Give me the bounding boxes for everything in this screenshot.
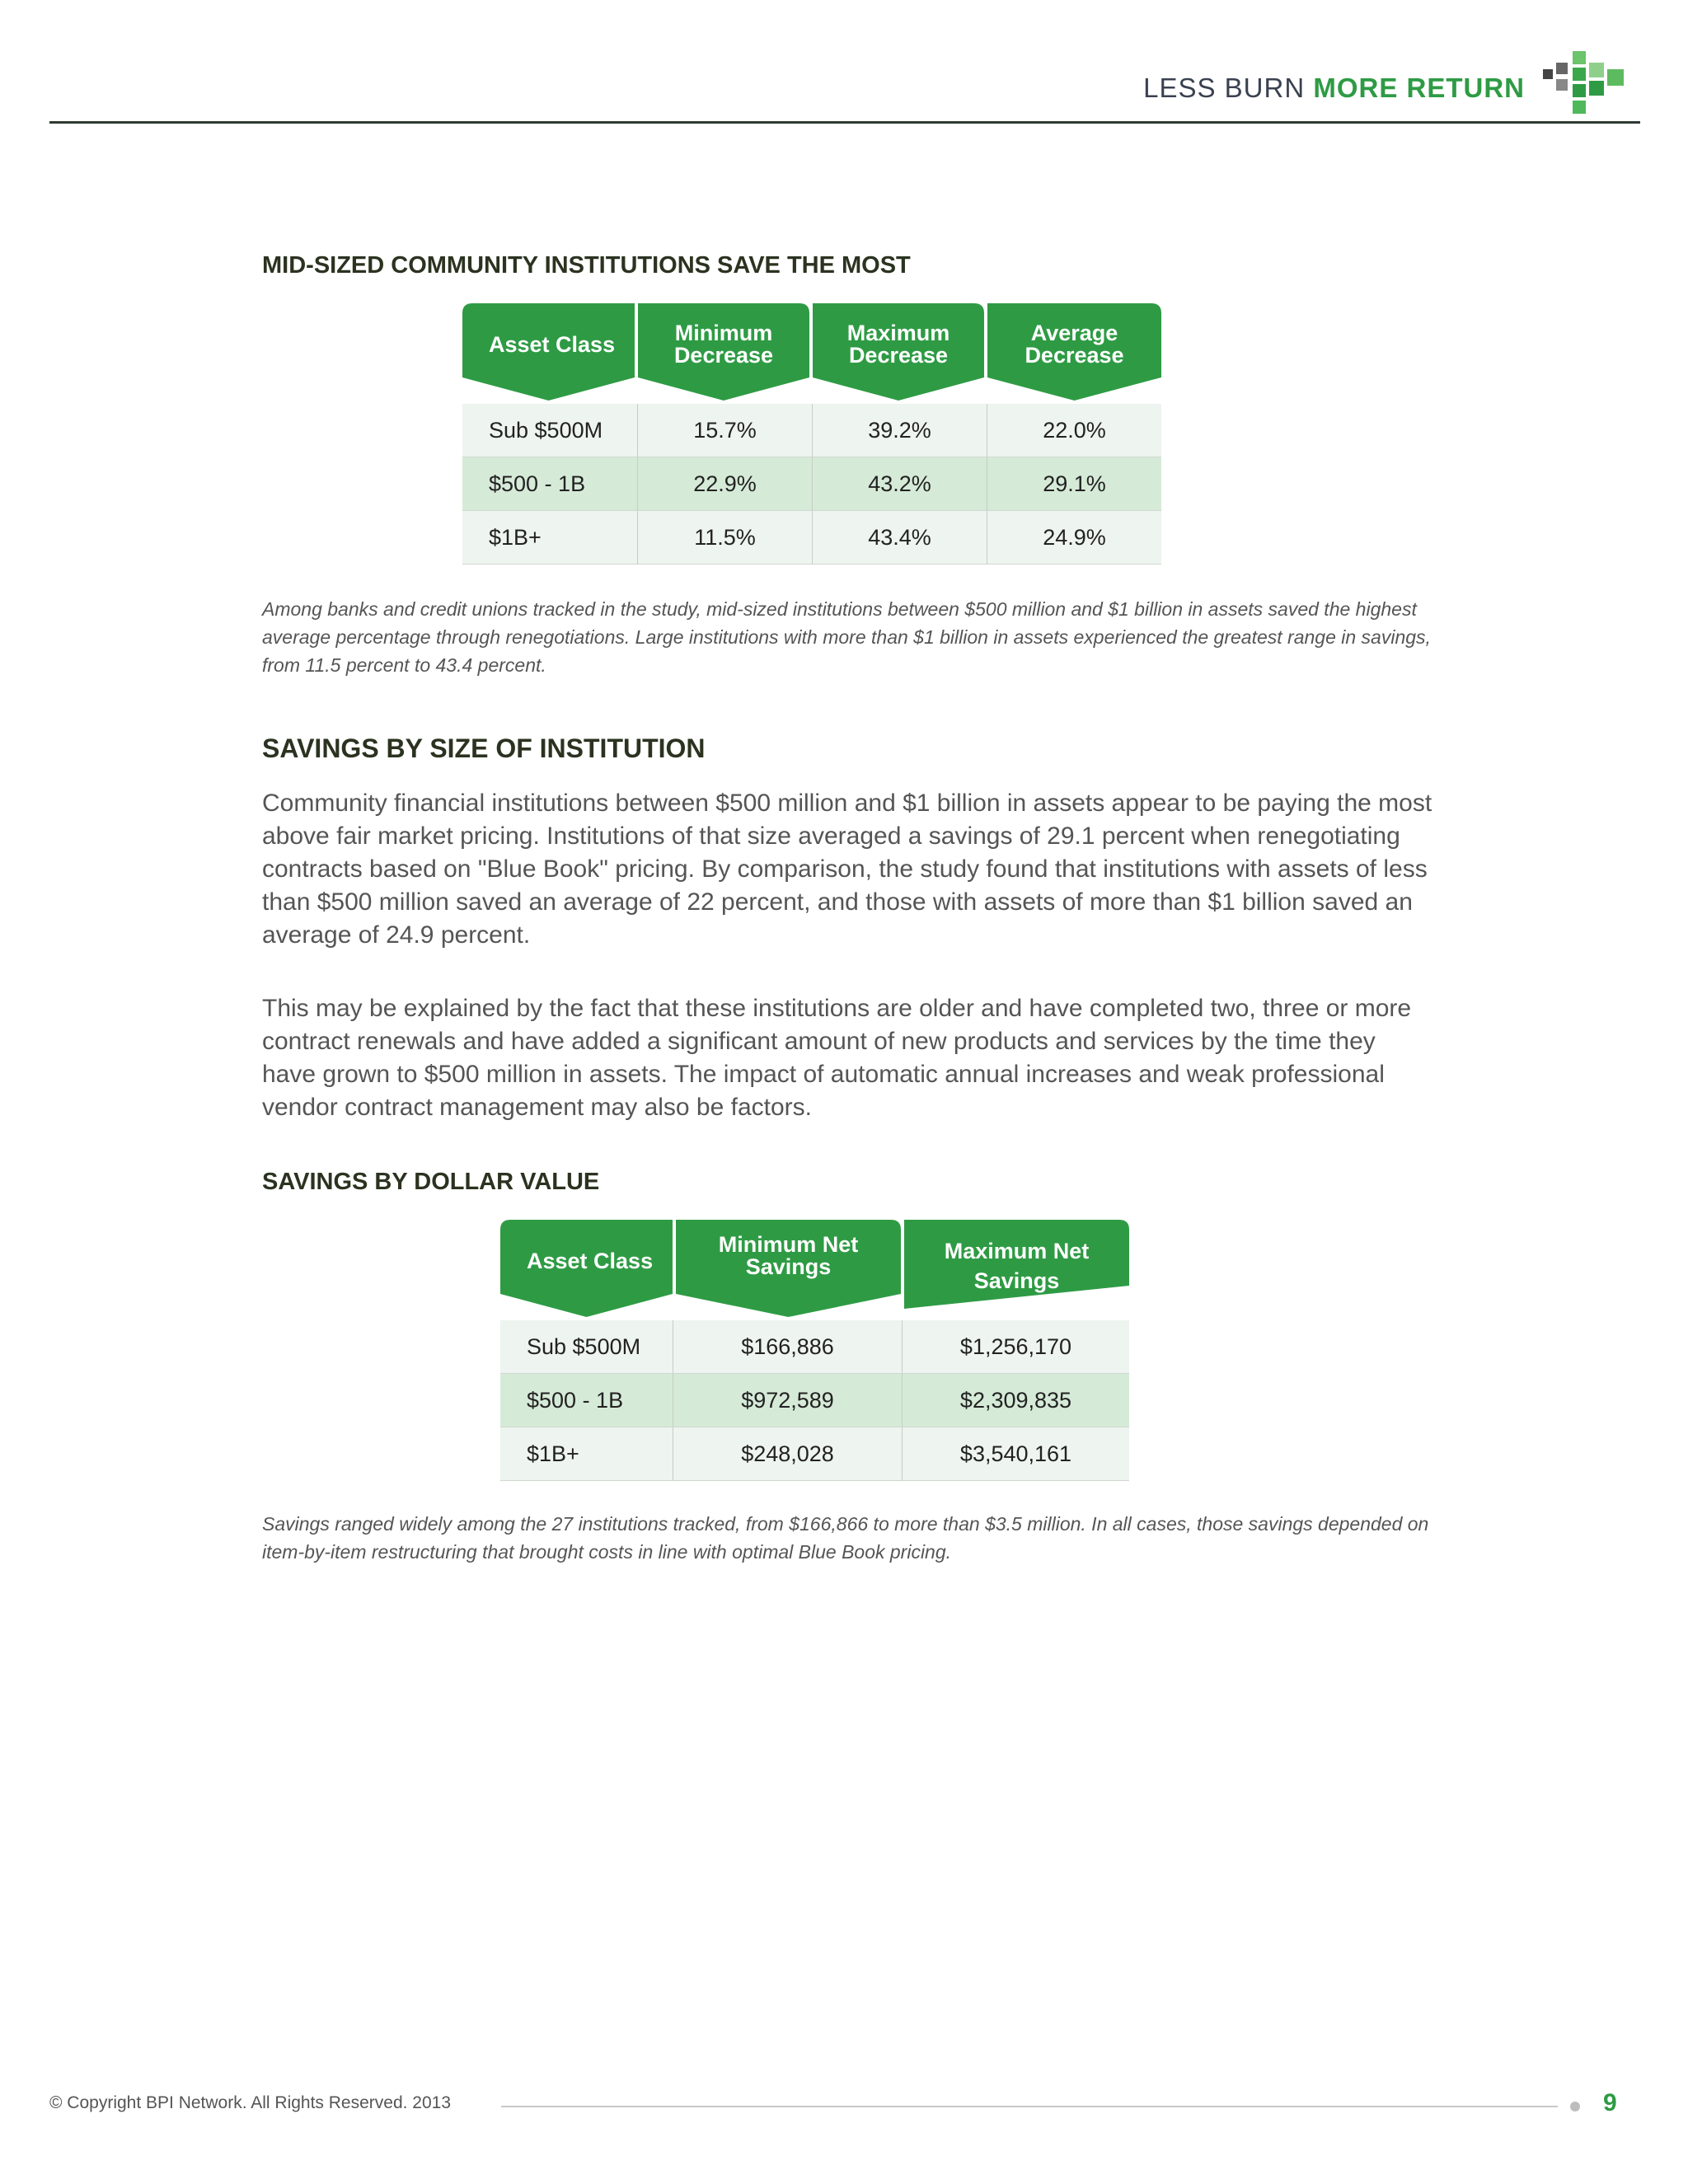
table-cell: $1,256,170	[959, 1334, 1072, 1359]
net-savings-table	[500, 1220, 1129, 1483]
header-label: Asset Class	[489, 331, 616, 357]
header-label: Maximum Net	[944, 1239, 1090, 1263]
table-cell: $248,028	[673, 1427, 903, 1480]
footer-rule	[501, 2106, 1558, 2107]
table-row	[462, 511, 1161, 565]
header-label: Decrease	[673, 343, 774, 368]
table-cell: 39.2%	[813, 404, 987, 457]
section-title-mid-sized: MID-SIZED COMMUNITY INSTITUTIONS SAVE THE MOST	[262, 252, 911, 279]
header-rule	[49, 121, 1640, 124]
table-header-asset-class	[500, 1220, 673, 1317]
section-title-dollar-value: SAVINGS BY DOLLAR VALUE	[262, 1169, 600, 1195]
footer-dot-icon	[1570, 2102, 1580, 2111]
header-label: Maximum	[846, 321, 950, 345]
caption-net-savings-table: Savings ranged widely among the 27 institutions tracked, from $166,866 to more than $3.5 million. In all cases, those savings depended on item-by-item restructuring that brought costs in line with optimal Blue Book pricing.	[262, 1513, 1429, 1563]
table-cell: 22.0%	[1043, 418, 1106, 443]
table-row	[500, 1427, 1129, 1481]
brand-plain: LESS BURN	[1143, 73, 1306, 103]
header-label: Decrease	[1025, 343, 1124, 368]
page-number: 9	[1603, 2089, 1617, 2116]
section-title-size-of-institution: SAVINGS BY SIZE OF INSTITUTION	[262, 733, 706, 763]
table-header-minimum-decrease	[638, 303, 809, 401]
table-cell: Sub $500M	[500, 1320, 673, 1373]
table-header-average-decrease	[987, 303, 1161, 401]
table-cell: $500 - 1B	[500, 1374, 673, 1427]
table-cell: 29.1%	[1043, 471, 1106, 496]
table-header-minimum-net-savings	[676, 1220, 901, 1317]
header-label: Minimum	[674, 321, 773, 345]
header-label: Savings	[973, 1268, 1060, 1293]
table-cell: $2,309,835	[959, 1388, 1072, 1413]
table-cell: $3,540,161	[959, 1441, 1072, 1466]
table-row	[500, 1374, 1129, 1427]
header-label: Minimum Net	[718, 1232, 859, 1257]
table-cell: $500 - 1B	[462, 457, 638, 510]
header-label: Savings	[745, 1254, 832, 1279]
table-row	[500, 1320, 1129, 1374]
logo-icon	[1543, 51, 1642, 119]
brand-accent: MORE RETURN	[1313, 73, 1525, 103]
table-row	[462, 457, 1161, 511]
body-paragraph-2: This may be explained by the fact that these institutions are older and have completed two, three or more contract renewals and have added a significant amount of new products and services by the time they have grown to $500 million in assets. The impact of automatic annual increases and weak professional vendor contract management may also be factors.	[262, 995, 1412, 1121]
header-label: Decrease	[848, 343, 949, 368]
table-cell: 43.2%	[813, 457, 987, 510]
header-brand	[1143, 73, 1525, 104]
table-header-maximum-decrease	[813, 303, 984, 401]
table-cell: $1B+	[462, 511, 638, 564]
table-header-maximum-net-savings	[904, 1220, 1129, 1317]
table-cell: 22.9%	[638, 457, 813, 510]
header-label: Asset Class	[527, 1248, 654, 1273]
caption-decrease-table: Among banks and credit unions tracked in the study, mid-sized institutions between $500 million and $1 billion in assets saved the highest average percentage through renegotiations. Large institutions with more than $1 billion in assets experienced the greatest range in savings, from 11.5 percent to 43.4 percent.	[262, 598, 1431, 676]
table-cell: 15.7%	[638, 404, 813, 457]
table-cell: Sub $500M	[462, 404, 638, 457]
table-cell: $1B+	[500, 1427, 673, 1480]
table-cell: 11.5%	[638, 511, 813, 564]
table-cell: $972,589	[673, 1374, 903, 1427]
body-paragraph-1: Community financial institutions between $500 million and $1 billion in assets appear to be paying the most above fair market pricing. Institutions of that size averaged a savings of 29.1 percent when renegotiating contracts based on "Blue Book" pricing. By comparison, the study found that institutions with assets of less than $500 million saved an average of 22 percent, and those with assets of more than $1 billion saved an average of 24.9 percent.	[262, 790, 1432, 949]
table-cell: $166,886	[673, 1320, 903, 1373]
decrease-table	[462, 303, 1161, 567]
table-cell: 43.4%	[813, 511, 987, 564]
table-header-asset-class	[462, 303, 635, 401]
table-cell: 24.9%	[1043, 525, 1106, 550]
header-label: Average	[1030, 321, 1118, 345]
footer-copyright: © Copyright BPI Network. All Rights Reserved. 2013	[49, 2093, 452, 2112]
table-row	[462, 404, 1161, 457]
